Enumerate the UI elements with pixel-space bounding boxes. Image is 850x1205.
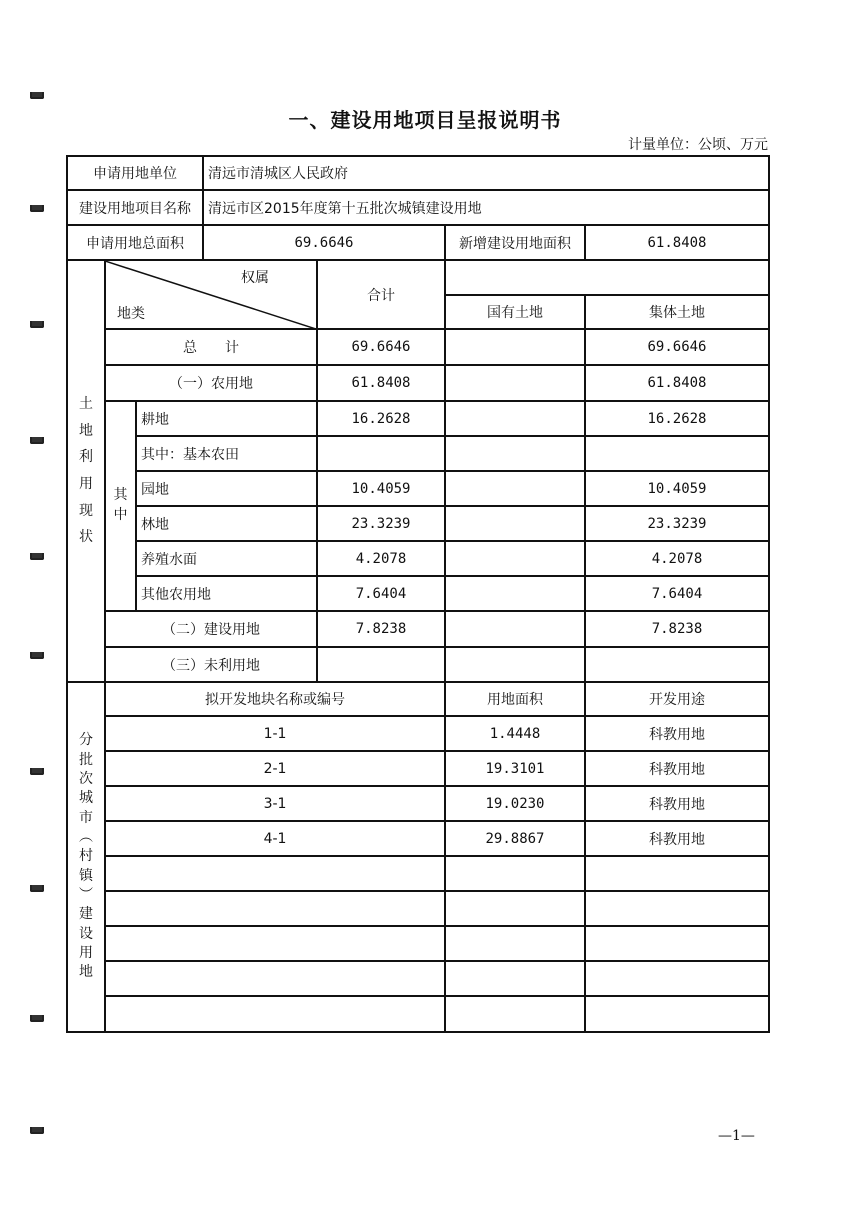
row-label: 其中：基本农田 (141, 446, 239, 463)
row-collective: 10.4059 (647, 480, 707, 497)
row-collective: 7.6404 (651, 585, 703, 602)
parcel-cell: 2-1 (263, 760, 287, 777)
row-total: 23.3239 (351, 515, 411, 532)
row-label: 养殖水面 (141, 551, 197, 568)
unit-label: 计量单位：公顷、万元 (628, 137, 768, 153)
parcel-cell: 4-1 (263, 830, 287, 847)
purpose-cell (586, 997, 768, 1031)
row-total: 10.4059 (351, 480, 411, 497)
row-total: 16.2628 (351, 410, 411, 427)
area-cell (446, 857, 584, 890)
area-cell (446, 962, 584, 995)
batch-construction-section-label: 分 批 次 城 市 ︵ 村 镇 ︶ 建 设 用 地 (79, 732, 93, 981)
document-title: 一、建设用地项目呈报说明书 (288, 108, 562, 132)
new-construction-area-label: 新增建设用地面积 (459, 235, 571, 252)
state-owned-header: 国有土地 (487, 305, 543, 321)
parcel-cell: 3-1 (263, 795, 287, 812)
project-name-label: 建设用地项目名称 (79, 200, 191, 217)
row-label: （二）建设用地 (162, 622, 260, 638)
project-name-value: 清远市区2015年度第十五批次城镇建设用地 (208, 200, 482, 217)
row-label: （一）农用地 (169, 376, 253, 392)
diag-top-label: 权属 (241, 270, 269, 286)
diag-bottom-label: 地类 (117, 306, 145, 322)
row-state (446, 577, 584, 610)
row-label: （三）未利用地 (162, 657, 260, 674)
row-state (446, 648, 584, 681)
parcel-cell (106, 927, 444, 960)
parcel-header: 拟开发地块名称或编号 (205, 692, 345, 708)
row-state (446, 472, 584, 505)
row-total: 69.6646 (351, 339, 411, 355)
applicant-label: 申请用地单位 (93, 166, 177, 182)
row-state (446, 330, 584, 364)
area-header: 用地面积 (487, 692, 543, 708)
row-total: 7.6404 (355, 585, 407, 602)
parcel-cell (106, 857, 444, 890)
purpose-header: 开发用途 (649, 692, 705, 708)
row-total (318, 437, 444, 470)
row-total: 4.2078 (355, 550, 407, 567)
row-collective (586, 437, 768, 470)
row-collective (586, 648, 768, 681)
row-state (446, 507, 584, 540)
parcel-cell (106, 997, 444, 1031)
row-state (446, 612, 584, 646)
purpose-cell (586, 927, 768, 960)
row-collective: 61.8408 (647, 375, 707, 391)
purpose-cell: 科教用地 (649, 761, 705, 778)
row-total (318, 648, 444, 681)
total-area-value: 69.6646 (294, 234, 354, 251)
row-label: 林地 (141, 516, 169, 533)
row-collective: 4.2078 (651, 550, 703, 567)
row-collective: 69.6646 (647, 339, 707, 355)
purpose-cell: 科教用地 (649, 796, 705, 813)
row-collective: 16.2628 (647, 410, 707, 427)
row-label: 园地 (141, 481, 169, 498)
applicant-value: 清远市清城区人民政府 (208, 166, 348, 182)
row-total: 61.8408 (351, 375, 411, 391)
row-label: 耕地 (141, 411, 169, 428)
collective-header: 集体土地 (649, 305, 705, 321)
land-use-status-section-label: 土 地 利 用 现 状 (79, 396, 93, 546)
area-cell: 29.8867 (485, 830, 545, 847)
row-label: 其他农用地 (141, 586, 211, 603)
parcel-cell (106, 962, 444, 995)
total-area-label: 申请用地总面积 (86, 235, 184, 252)
page-number: —1— (718, 1128, 755, 1144)
parcel-cell: 1-1 (263, 725, 287, 742)
purpose-cell (586, 892, 768, 925)
purpose-cell (586, 857, 768, 890)
new-construction-area-value: 61.8408 (647, 234, 707, 251)
total-header: 合计 (367, 287, 395, 304)
area-cell (446, 892, 584, 925)
purpose-cell (586, 962, 768, 995)
area-cell: 19.3101 (485, 760, 545, 777)
row-collective: 23.3239 (647, 515, 707, 532)
area-cell: 19.0230 (485, 795, 545, 812)
row-total: 7.8238 (355, 621, 407, 637)
area-cell (446, 997, 584, 1031)
parcel-cell (106, 892, 444, 925)
row-state (446, 366, 584, 400)
row-state (446, 542, 584, 575)
area-cell (446, 927, 584, 960)
area-cell: 1.4448 (489, 725, 541, 742)
qizhong-label: 其 中 (113, 486, 128, 523)
row-collective: 7.8238 (651, 621, 703, 637)
purpose-cell: 科教用地 (649, 831, 705, 848)
row-state (446, 437, 584, 470)
purpose-cell: 科教用地 (649, 726, 705, 743)
row-state (446, 402, 584, 435)
row-label: 总 计 (183, 340, 239, 356)
